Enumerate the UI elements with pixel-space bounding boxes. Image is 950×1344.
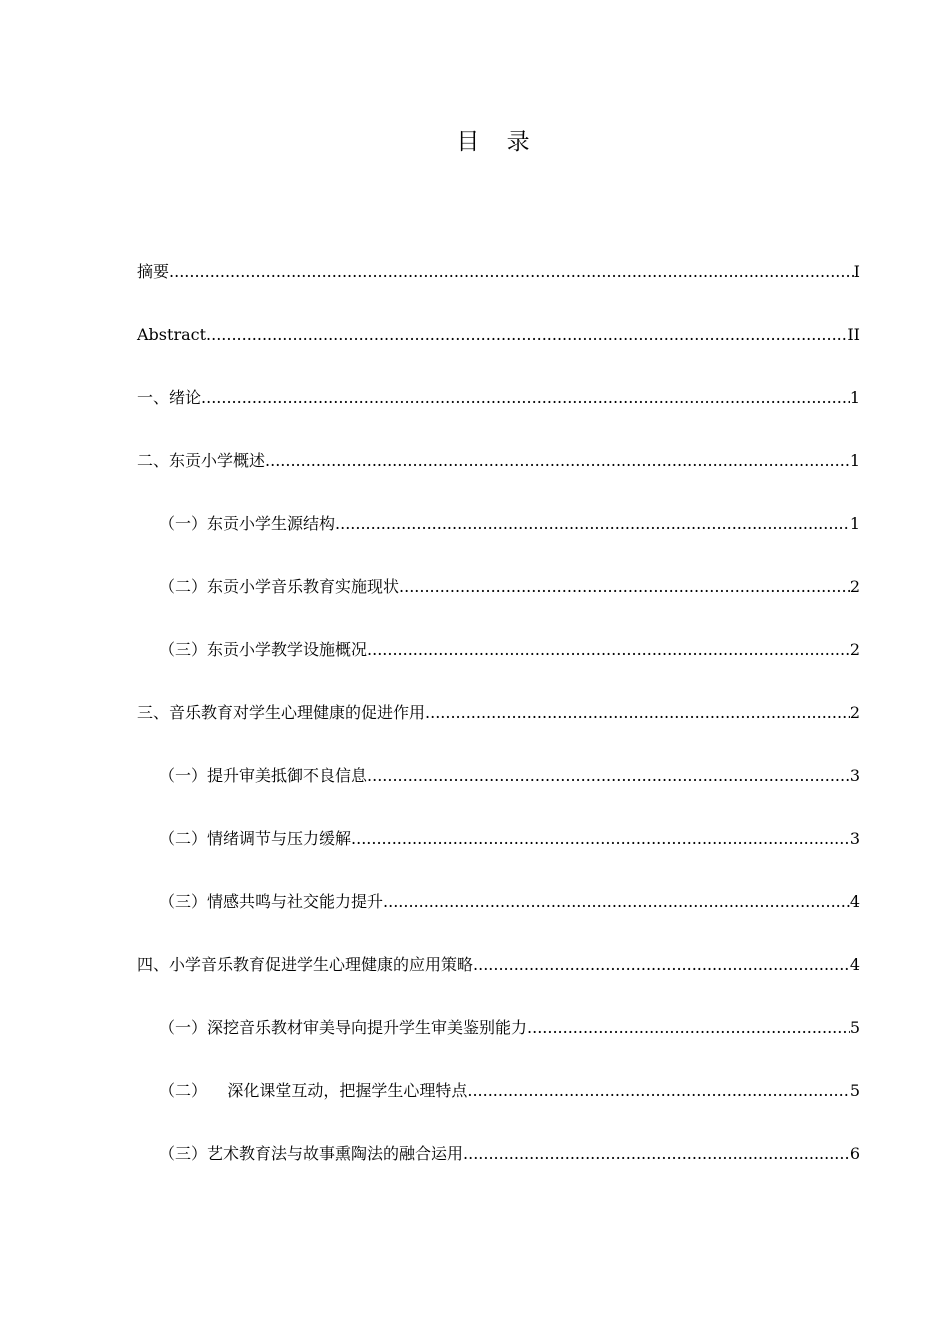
- toc-entry-text: （三）艺术教育法与故事熏陶法的融合运用: [159, 1144, 464, 1163]
- toc-dot-leader: [367, 632, 850, 668]
- toc-page-number: 2: [849, 577, 860, 596]
- toc-entry-text: （二）情绪调节与压力缓解: [159, 829, 352, 848]
- toc-page-number: 6: [849, 1144, 860, 1163]
- toc-page-number: 5: [849, 1018, 860, 1037]
- toc-page-number: 3: [849, 829, 860, 848]
- toc-page-number: 1: [849, 388, 860, 407]
- toc-page-number: 2: [849, 703, 860, 722]
- toc-page-number: 4: [849, 955, 860, 974]
- toc-entry-text: （三）东贡小学教学设施概况: [159, 640, 368, 659]
- toc-dot-leader: [201, 380, 850, 416]
- toc-page-number: II: [847, 325, 860, 344]
- toc-entry-section-4-1[interactable]: [137, 1010, 860, 1073]
- toc-entry-text: 二、东贡小学概述: [137, 451, 266, 470]
- toc-dot-leader: [351, 821, 850, 857]
- toc-entry-chapter-4[interactable]: [137, 947, 860, 1010]
- toc-dot-leader: [335, 506, 850, 542]
- toc-entry-section-2-3[interactable]: [137, 632, 860, 695]
- toc-entry-text: （三）情感共鸣与社交能力提升: [159, 892, 384, 911]
- toc-entry-section-4-2[interactable]: [137, 1073, 860, 1136]
- toc-dot-leader: [383, 884, 850, 920]
- toc-entry-section-2-2[interactable]: [137, 569, 860, 632]
- toc-entry-chapter-2[interactable]: [137, 443, 860, 506]
- toc-entry-abstract-en[interactable]: [137, 317, 860, 380]
- toc-page-number: 1: [849, 451, 860, 470]
- toc-entry-text: 摘要: [137, 262, 170, 281]
- toc-entry-text: （一）深挖音乐教材审美导向提升学生审美鉴别能力: [159, 1018, 528, 1037]
- toc-title: 目 录: [456, 129, 540, 155]
- toc-entry-introduction[interactable]: [137, 380, 860, 443]
- toc-page-number: I: [853, 262, 860, 281]
- toc-entry-text: 四、小学音乐教育促进学生心理健康的应用策略: [137, 955, 474, 974]
- toc-entry-section-3-2[interactable]: [137, 821, 860, 884]
- toc-dot-leader: [527, 1010, 850, 1046]
- toc-dot-leader: [463, 1136, 850, 1172]
- toc-entry-abstract-cn[interactable]: [137, 254, 860, 317]
- toc-entry-section-3-1[interactable]: [137, 758, 860, 821]
- toc-page-number: 2: [849, 640, 860, 659]
- toc-dot-leader: [399, 569, 850, 605]
- toc-page-number: 5: [849, 1081, 860, 1100]
- toc-dot-leader: [473, 947, 850, 983]
- toc-dot-leader: [265, 443, 850, 479]
- toc-dot-leader: [206, 317, 847, 353]
- toc-page-number: 3: [849, 766, 860, 785]
- toc-entry-text: 三、音乐教育对学生心理健康的促进作用: [137, 703, 426, 722]
- toc-dot-leader: [425, 695, 850, 731]
- toc-dot-leader: [467, 1073, 849, 1109]
- toc-entry-text: （二）东贡小学音乐教育实施现状: [159, 577, 400, 596]
- toc-entry-text: Abstract: [137, 325, 207, 344]
- table-of-contents: [137, 254, 860, 1199]
- toc-entry-section-4-3[interactable]: [137, 1136, 860, 1199]
- toc-entry-text: （一）东贡小学生源结构: [159, 514, 336, 533]
- toc-entry-chapter-3[interactable]: [137, 695, 860, 758]
- toc-entry-text: （一）提升审美抵御不良信息: [159, 766, 368, 785]
- toc-entry-section-2-1[interactable]: [137, 506, 860, 569]
- toc-entry-section-3-3[interactable]: [137, 884, 860, 947]
- toc-page-number: 1: [849, 514, 860, 533]
- toc-dot-leader: [169, 254, 854, 290]
- toc-dot-leader: [367, 758, 850, 794]
- toc-entry-text: （二） 深化课堂互动，把握学生心理特点: [159, 1081, 468, 1100]
- toc-entry-text: 一、绪论: [137, 388, 202, 407]
- toc-page-number: 4: [849, 892, 860, 911]
